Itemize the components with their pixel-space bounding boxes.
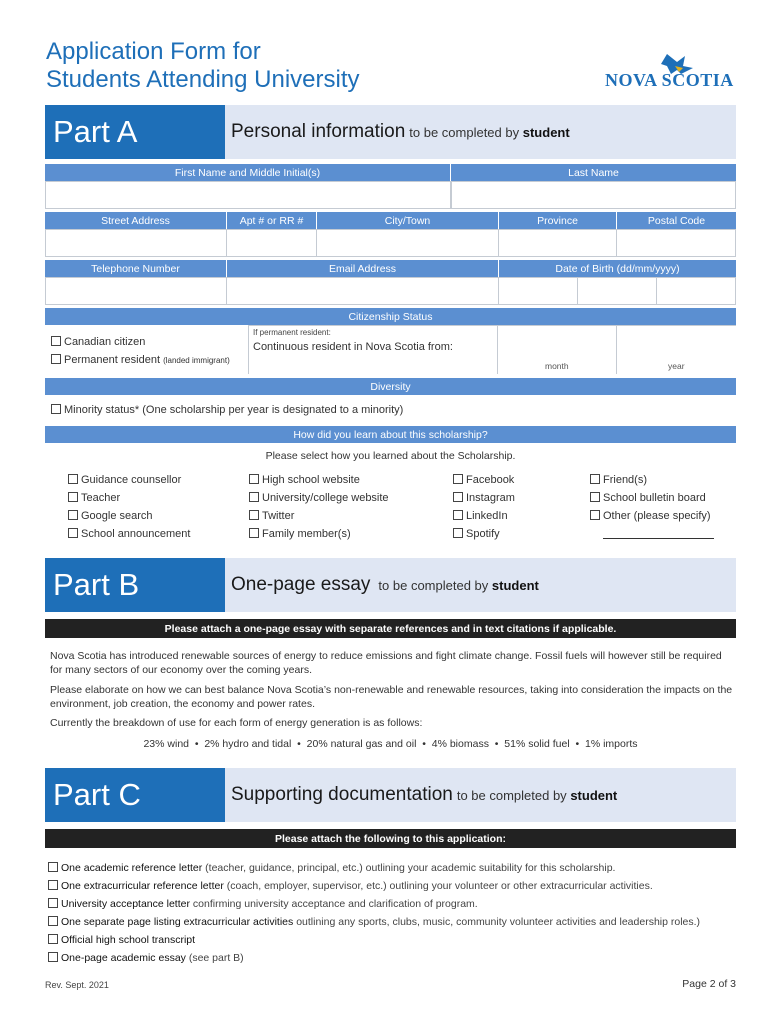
learn-instruction: Please select how you learned about the Scholarship. [265, 450, 516, 462]
checkbox[interactable] [249, 510, 259, 520]
citizenship-header: Citizenship Status [45, 308, 736, 325]
checkbox[interactable] [51, 354, 61, 364]
part-b-label: Part B [45, 558, 225, 612]
part-a-band [225, 105, 736, 159]
learn-option[interactable] [453, 474, 514, 486]
checkbox[interactable] [590, 510, 600, 520]
year-label: year [668, 361, 685, 371]
part-a-sub-who: student [522, 124, 570, 140]
learn-option[interactable] [249, 528, 351, 540]
page-title [46, 38, 360, 94]
option-label: University/college website [262, 492, 389, 504]
city-header: City/Town [317, 212, 498, 229]
learn-option[interactable] [453, 510, 508, 522]
doc-title: University acceptance letter [61, 898, 190, 910]
part-b-band [225, 558, 736, 612]
part-b-para-1: Nova Scotia has introduced renewable sources of energy to reduce emissions and fight climate change. Fossil fuels will however still be required for many sectors of our economy over the coming years. [50, 650, 722, 676]
doc-item[interactable] [48, 862, 615, 874]
apt-header: Apt # or RR # [227, 212, 316, 229]
learn-option[interactable] [68, 528, 190, 540]
learn-option[interactable] [68, 474, 181, 486]
permanent-resident-label: Permanent resident [64, 354, 160, 366]
checkbox[interactable] [48, 952, 58, 962]
checkbox[interactable] [590, 474, 600, 484]
option-label: School bulletin board [603, 492, 706, 504]
doc-item[interactable] [48, 916, 700, 928]
part-c-heading: Supporting documentation [231, 784, 453, 805]
doc-item[interactable] [48, 934, 195, 946]
minority-label: Minority status* (One scholarship per year is designated to a minority) [64, 404, 404, 416]
option-label: Google search [81, 510, 153, 522]
learn-option[interactable] [590, 474, 647, 486]
part-c-band [225, 768, 736, 822]
doc-detail: (teacher, guidance, principal, etc.) outlining your academic suitability for this scholarship. [202, 862, 616, 874]
learn-option[interactable] [590, 510, 711, 522]
checkbox[interactable] [48, 880, 58, 890]
dob-day-input[interactable] [498, 277, 578, 305]
part-b-sub-who: student [491, 577, 539, 593]
doc-detail: (see part B) [185, 952, 244, 964]
checkbox[interactable] [453, 510, 463, 520]
doc-title: One-page academic essay [61, 952, 186, 964]
other-specify-line[interactable] [603, 538, 714, 539]
checkbox[interactable] [48, 862, 58, 872]
page-number: Page 2 of 3 [682, 978, 736, 990]
checkbox[interactable] [48, 934, 58, 944]
canadian-citizen-label: Canadian citizen [64, 336, 146, 348]
learn-option[interactable] [68, 492, 120, 504]
province-input[interactable] [498, 229, 617, 257]
part-b-para-2: Please elaborate on how we can best balance Nova Scotia’s non-renewable and renewable resources, taking into consideration the impacts on the environment, job creation, the economy and power rates. [50, 684, 733, 710]
dob-year-input[interactable] [656, 277, 736, 305]
checkbox[interactable] [51, 336, 61, 346]
option-label: Spotify [466, 528, 500, 540]
if-permanent-label: If permanent resident: [253, 328, 331, 337]
month-label: month [545, 361, 569, 371]
checkbox[interactable] [453, 528, 463, 538]
doc-title: One separate page listing extracurricular activities [61, 916, 294, 928]
option-label: High school website [262, 474, 360, 486]
part-a-heading: Personal information [231, 121, 406, 142]
telephone-header: Telephone Number [45, 260, 226, 277]
email-input[interactable] [226, 277, 499, 305]
part-b-sub-prefix: to be completed by [378, 577, 489, 593]
revision-label: Rev. Sept. 2021 [45, 980, 109, 990]
part-a-sub [409, 125, 569, 140]
part-b-heading: One-page essay [231, 574, 371, 595]
checkbox[interactable] [51, 404, 61, 414]
learn-option[interactable] [453, 528, 500, 540]
learn-option[interactable] [453, 492, 515, 504]
street-input[interactable] [45, 229, 227, 257]
learn-option[interactable] [68, 510, 153, 522]
learn-header: How did you learn about this scholarship? [45, 426, 736, 443]
checkbox[interactable] [68, 474, 78, 484]
doc-title: One extracurricular reference letter [61, 880, 224, 892]
doc-title: One academic reference letter [61, 862, 203, 874]
checkbox[interactable] [249, 492, 259, 502]
part-b-bar: Please attach a one-page essay with separate references and in text citations if applicable. [45, 619, 736, 638]
option-label: Facebook [466, 474, 515, 486]
checkbox[interactable] [68, 492, 78, 502]
checkbox[interactable] [249, 528, 259, 538]
last-name-input[interactable] [451, 181, 736, 209]
option-label: Guidance counsellor [81, 474, 182, 486]
doc-detail: outlining any sports, clubs, music, community volunteer activities and leadership roles.) [293, 916, 701, 928]
first-name-input[interactable] [45, 181, 451, 209]
doc-item[interactable] [48, 880, 653, 892]
learn-option[interactable] [249, 510, 294, 522]
learn-option[interactable] [590, 492, 706, 504]
checkbox[interactable] [453, 474, 463, 484]
option-label: Other (please specify) [603, 510, 711, 522]
option-label: Friend(s) [603, 474, 648, 486]
part-c-sub [457, 788, 617, 803]
checkbox[interactable] [48, 916, 58, 926]
city-input[interactable] [316, 229, 499, 257]
dob-header: Date of Birth (dd/mm/yyyy) [499, 260, 736, 277]
option-label: Teacher [81, 492, 121, 504]
postal-input[interactable] [616, 229, 736, 257]
province-header: Province [499, 212, 616, 229]
apt-input[interactable] [226, 229, 317, 257]
dob-month-input[interactable] [577, 277, 657, 305]
part-c-sub-prefix: to be completed by [456, 787, 567, 803]
street-header: Street Address [45, 212, 226, 229]
minority-option[interactable] [51, 404, 403, 416]
nova-scotia-logo [605, 52, 740, 92]
checkbox[interactable] [249, 474, 259, 484]
energy-breakdown: 23% wind • 2% hydro and tidal • 20% natural gas and oil • 4% biomass • 51% solid fuel • 1% imports [143, 738, 638, 750]
option-label: Family member(s) [262, 528, 351, 540]
checkbox[interactable] [68, 510, 78, 520]
option-label: Instagram [466, 492, 515, 504]
learn-option[interactable] [249, 474, 360, 486]
part-b-sub [378, 578, 538, 593]
doc-item[interactable] [48, 898, 478, 910]
diversity-header: Diversity [45, 378, 736, 395]
option-label: School announcement [81, 528, 191, 540]
doc-item[interactable] [48, 952, 244, 964]
permanent-resident-option[interactable] [51, 354, 230, 366]
permanent-resident-note: (landed immigrant) [163, 356, 230, 365]
first-name-header: First Name and Middle Initial(s) [45, 164, 450, 181]
part-c-sub-who: student [570, 787, 618, 803]
canadian-citizen-option[interactable] [51, 336, 145, 348]
checkbox[interactable] [453, 492, 463, 502]
doc-detail: confirming university acceptance and clarification of program. [189, 898, 478, 910]
part-a-label: Part A [45, 105, 225, 159]
learn-option[interactable] [249, 492, 389, 504]
option-label: Twitter [262, 510, 295, 522]
email-header: Email Address [227, 260, 498, 277]
title-line-1: Application Form for [46, 38, 261, 65]
checkbox[interactable] [68, 528, 78, 538]
title-line-2: Students Attending University [46, 66, 360, 93]
continuous-resident-label: Continuous resident in Nova Scotia from: [253, 341, 453, 353]
doc-detail: (coach, employer, supervisor, etc.) outlining your volunteer or other extracurricular activities. [223, 880, 653, 892]
checkbox[interactable] [590, 492, 600, 502]
part-c-label: Part C [45, 768, 225, 822]
doc-title: Official high school transcript [61, 934, 196, 946]
part-b-para-3: Currently the breakdown of use for each form of energy generation is as follows: [50, 717, 423, 729]
option-label: LinkedIn [466, 510, 508, 522]
part-c-bar: Please attach the following to this application: [45, 829, 736, 848]
last-name-header: Last Name [451, 164, 736, 181]
checkbox[interactable] [48, 898, 58, 908]
logo-text: NOVA SCOTIA [605, 70, 734, 90]
telephone-input[interactable] [45, 277, 227, 305]
part-a-sub-prefix: to be completed by [409, 124, 520, 140]
postal-header: Postal Code [617, 212, 736, 229]
